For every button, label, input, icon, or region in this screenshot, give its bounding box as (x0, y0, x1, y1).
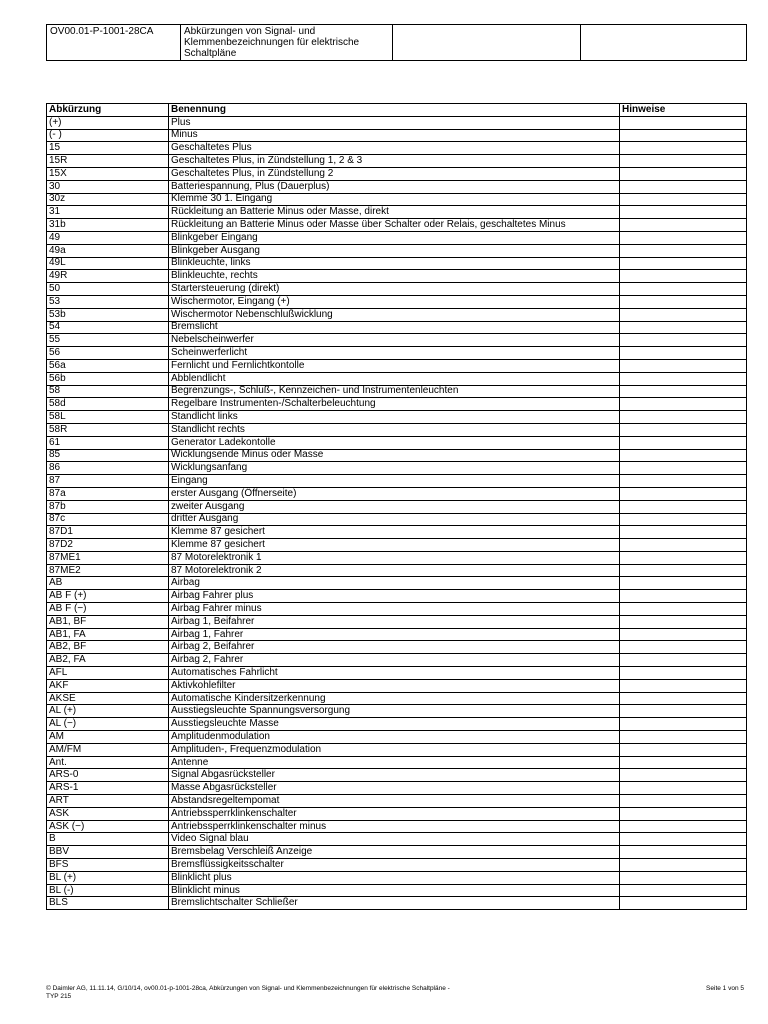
cell-designation: Generator Ladekontolle (169, 436, 620, 449)
cell-abbreviation: ART (47, 795, 169, 808)
table-row (47, 833, 747, 846)
cell-notes (620, 667, 747, 680)
table-row (47, 590, 747, 603)
cell-designation: Fernlicht und Fernlichtkontolle (169, 359, 620, 372)
cell-abbreviation: AB2, BF (47, 641, 169, 654)
cell-designation: 87 Motorelektronik 2 (169, 564, 620, 577)
cell-notes (620, 385, 747, 398)
cell-notes (620, 270, 747, 283)
cell-designation: Video Signal blau (169, 833, 620, 846)
cell-designation: Automatisches Fahrlicht (169, 667, 620, 680)
table-row (47, 372, 747, 385)
cell-notes (620, 846, 747, 859)
cell-notes (620, 449, 747, 462)
cell-abbreviation: AKF (47, 679, 169, 692)
cell-designation: Geschaltetes Plus, in Zündstellung 2 (169, 167, 620, 180)
cell-abbreviation: 87 (47, 475, 169, 488)
cell-abbreviation: AL (−) (47, 718, 169, 731)
cell-designation: Masse Abgasrücksteller (169, 782, 620, 795)
cell-designation: Ausstiegsleuchte Spannungsversorgung (169, 705, 620, 718)
cell-abbreviation: Ant. (47, 756, 169, 769)
cell-notes (620, 731, 747, 744)
cell-designation: Wicklungsende Minus oder Masse (169, 449, 620, 462)
cell-abbreviation: 85 (47, 449, 169, 462)
cell-abbreviation: 49a (47, 244, 169, 257)
cell-designation: Signal Abgasrücksteller (169, 769, 620, 782)
table-header-row (47, 104, 747, 117)
cell-abbreviation: BL (-) (47, 884, 169, 897)
cell-abbreviation: 87D1 (47, 526, 169, 539)
cell-notes (620, 116, 747, 129)
cell-abbreviation: ARS-0 (47, 769, 169, 782)
cell-abbreviation: ARS-1 (47, 782, 169, 795)
cell-designation: Begrenzungs-, Schluß-, Kennzeichen- und Instrumentenleuchten (169, 385, 620, 398)
cell-notes (620, 807, 747, 820)
cell-designation: Nebelscheinwerfer (169, 334, 620, 347)
table-row (47, 846, 747, 859)
table-row (47, 475, 747, 488)
cell-notes (620, 756, 747, 769)
cell-abbreviation: AB F (−) (47, 603, 169, 616)
cell-designation: Klemme 87 gesichert (169, 526, 620, 539)
cell-designation: Amplituden-, Frequenzmodulation (169, 743, 620, 756)
cell-notes (620, 244, 747, 257)
cell-abbreviation: 50 (47, 283, 169, 296)
table-body (47, 116, 747, 909)
cell-abbreviation: 61 (47, 436, 169, 449)
cell-abbreviation: 31 (47, 206, 169, 219)
cell-designation: Antriebssperrklinkenschalter minus (169, 820, 620, 833)
table-row (47, 526, 747, 539)
cell-notes (620, 769, 747, 782)
cell-notes (620, 487, 747, 500)
header-cell-4 (581, 25, 747, 61)
table-row (47, 449, 747, 462)
table-row (47, 654, 747, 667)
cell-abbreviation: AKSE (47, 692, 169, 705)
cell-notes (620, 654, 747, 667)
table-row (47, 219, 747, 232)
table-row (47, 871, 747, 884)
cell-designation: Wicklungsanfang (169, 462, 620, 475)
cell-notes (620, 526, 747, 539)
cell-designation: Airbag 1, Beifahrer (169, 615, 620, 628)
cell-abbreviation: B (47, 833, 169, 846)
cell-abbreviation: 58 (47, 385, 169, 398)
cell-notes (620, 231, 747, 244)
cell-notes (620, 398, 747, 411)
cell-designation: Bremsbelag Verschleiß Anzeige (169, 846, 620, 859)
footer-line-1: © Daimler AG, 11.11.14, G/10/14, ov00.01-p-1001-28ca, Abkürzungen von Signal- und Klemmenbezeichnungen für elektrische Schaltpläne - (46, 985, 450, 992)
cell-notes (620, 564, 747, 577)
table-row (47, 155, 747, 168)
cell-abbreviation: ASK (47, 807, 169, 820)
cell-abbreviation: 55 (47, 334, 169, 347)
cell-designation: zweiter Ausgang (169, 500, 620, 513)
cell-abbreviation: AB2, FA (47, 654, 169, 667)
cell-abbreviation: AB (47, 577, 169, 590)
cell-notes (620, 871, 747, 884)
cell-abbreviation: 49 (47, 231, 169, 244)
cell-abbreviation: 56a (47, 359, 169, 372)
table-row (47, 206, 747, 219)
cell-notes (620, 219, 747, 232)
abbreviation-table (46, 103, 747, 910)
cell-notes (620, 513, 747, 526)
cell-notes (620, 897, 747, 910)
cell-notes (620, 679, 747, 692)
cell-notes (620, 590, 747, 603)
cell-designation: Rückleitung an Batterie Minus oder Masse über Schalter oder Relais, geschaltetes Minus (169, 219, 620, 232)
cell-notes (620, 551, 747, 564)
table-row (47, 257, 747, 270)
cell-notes (620, 603, 747, 616)
table-row (47, 897, 747, 910)
cell-abbreviation: (- ) (47, 129, 169, 142)
cell-abbreviation: 15X (47, 167, 169, 180)
cell-abbreviation: AL (+) (47, 705, 169, 718)
cell-designation: Amplitudenmodulation (169, 731, 620, 744)
table-row (47, 743, 747, 756)
cell-notes (620, 795, 747, 808)
cell-abbreviation: AM (47, 731, 169, 744)
table-row (47, 782, 747, 795)
table-row (47, 193, 747, 206)
cell-designation: Ausstiegsleuchte Masse (169, 718, 620, 731)
cell-abbreviation: AB1, BF (47, 615, 169, 628)
cell-abbreviation: 53 (47, 295, 169, 308)
cell-designation: Antriebssperrklinkenschalter (169, 807, 620, 820)
cell-notes (620, 833, 747, 846)
table-row (47, 129, 747, 142)
document-header (46, 24, 747, 61)
table-row (47, 564, 747, 577)
cell-abbreviation: 15R (47, 155, 169, 168)
cell-notes (620, 705, 747, 718)
table-row (47, 385, 747, 398)
cell-abbreviation: 86 (47, 462, 169, 475)
document-title: Abkürzungen von Signal- und Klemmenbezeichnungen für elektrische Schaltpläne (181, 25, 393, 61)
cell-notes (620, 692, 747, 705)
table-row (47, 603, 747, 616)
cell-notes (620, 334, 747, 347)
cell-designation: Bremsflüssigkeitsschalter (169, 859, 620, 872)
cell-notes (620, 347, 747, 360)
cell-designation: Klemme 30 1. Eingang (169, 193, 620, 206)
cell-designation: Scheinwerferlicht (169, 347, 620, 360)
cell-notes (620, 743, 747, 756)
cell-abbreviation: BBV (47, 846, 169, 859)
table-row (47, 756, 747, 769)
cell-abbreviation: BFS (47, 859, 169, 872)
table-row (47, 244, 747, 257)
table-row (47, 615, 747, 628)
table-row (47, 295, 747, 308)
cell-designation: Rückleitung an Batterie Minus oder Masse, direkt (169, 206, 620, 219)
cell-notes (620, 641, 747, 654)
table-row (47, 283, 747, 296)
cell-abbreviation: 87ME2 (47, 564, 169, 577)
table-row (47, 423, 747, 436)
cell-abbreviation: 15 (47, 142, 169, 155)
cell-notes (620, 193, 747, 206)
cell-notes (620, 308, 747, 321)
cell-notes (620, 628, 747, 641)
cell-designation: Wischermotor, Eingang (+) (169, 295, 620, 308)
cell-abbreviation: AB F (+) (47, 590, 169, 603)
column-header-abbreviation: Abkürzung (47, 104, 169, 117)
table-row (47, 859, 747, 872)
table-row (47, 270, 747, 283)
table-row (47, 308, 747, 321)
cell-notes (620, 500, 747, 513)
cell-notes (620, 615, 747, 628)
cell-notes (620, 859, 747, 872)
table-row (47, 807, 747, 820)
cell-abbreviation: ASK (−) (47, 820, 169, 833)
page-number: Seite 1 von 5 (706, 985, 744, 992)
cell-abbreviation: BLS (47, 897, 169, 910)
cell-notes (620, 539, 747, 552)
table-row (47, 628, 747, 641)
footer-line-2: TYP 215 (46, 993, 72, 1000)
cell-designation: Automatische Kindersitzerkennung (169, 692, 620, 705)
cell-notes (620, 372, 747, 385)
cell-designation: Blinkgeber Eingang (169, 231, 620, 244)
table-row (47, 436, 747, 449)
cell-abbreviation: 54 (47, 321, 169, 334)
cell-abbreviation: 56b (47, 372, 169, 385)
table-row (47, 731, 747, 744)
cell-notes (620, 782, 747, 795)
cell-designation: Airbag (169, 577, 620, 590)
cell-notes (620, 129, 747, 142)
cell-designation: Airbag 1, Fahrer (169, 628, 620, 641)
cell-designation: Regelbare Instrumenten-/Schalterbeleuchtung (169, 398, 620, 411)
table-row (47, 359, 747, 372)
cell-designation: Blinklicht plus (169, 871, 620, 884)
cell-designation: Airbag Fahrer minus (169, 603, 620, 616)
cell-notes (620, 462, 747, 475)
cell-notes (620, 359, 747, 372)
cell-abbreviation: 30 (47, 180, 169, 193)
cell-designation: Aktivkohlefilter (169, 679, 620, 692)
column-header-designation: Benennung (169, 104, 620, 117)
cell-abbreviation: 87ME1 (47, 551, 169, 564)
column-header-notes: Hinweise (620, 104, 747, 117)
table-row (47, 795, 747, 808)
cell-designation: Abblendlicht (169, 372, 620, 385)
cell-designation: Airbag 2, Beifahrer (169, 641, 620, 654)
cell-abbreviation: 49L (47, 257, 169, 270)
table-row (47, 231, 747, 244)
cell-designation: Eingang (169, 475, 620, 488)
table-row (47, 539, 747, 552)
cell-designation: Airbag 2, Fahrer (169, 654, 620, 667)
cell-abbreviation: 87a (47, 487, 169, 500)
cell-abbreviation: 58L (47, 411, 169, 424)
table-row (47, 116, 747, 129)
cell-designation: Airbag Fahrer plus (169, 590, 620, 603)
cell-notes (620, 820, 747, 833)
table-row (47, 551, 747, 564)
cell-designation: Wischermotor Nebenschlußwicklung (169, 308, 620, 321)
cell-notes (620, 423, 747, 436)
table-row (47, 884, 747, 897)
cell-notes (620, 411, 747, 424)
table-row (47, 679, 747, 692)
cell-abbreviation: 58d (47, 398, 169, 411)
table-row (47, 769, 747, 782)
document-id: OV00.01-P-1001-28CA (47, 25, 181, 61)
table-row (47, 398, 747, 411)
footer-copyright (46, 985, 450, 1001)
cell-abbreviation: 49R (47, 270, 169, 283)
cell-notes (620, 257, 747, 270)
cell-designation: Geschaltetes Plus, in Zündstellung 1, 2 & 3 (169, 155, 620, 168)
cell-notes (620, 475, 747, 488)
cell-abbreviation: BL (+) (47, 871, 169, 884)
header-cell-3 (393, 25, 581, 61)
cell-designation: Klemme 87 gesichert (169, 539, 620, 552)
cell-designation: 87 Motorelektronik 1 (169, 551, 620, 564)
table-row (47, 667, 747, 680)
cell-designation: Standlicht rechts (169, 423, 620, 436)
table-row (47, 577, 747, 590)
cell-designation: Standlicht links (169, 411, 620, 424)
table-row (47, 334, 747, 347)
cell-designation: Startersteuerung (direkt) (169, 283, 620, 296)
cell-designation: Antenne (169, 756, 620, 769)
cell-designation: Geschaltetes Plus (169, 142, 620, 155)
cell-notes (620, 142, 747, 155)
cell-abbreviation: AB1, FA (47, 628, 169, 641)
cell-notes (620, 436, 747, 449)
table-row (47, 462, 747, 475)
cell-designation: Bremslichtschalter Schließer (169, 897, 620, 910)
table-row (47, 513, 747, 526)
cell-abbreviation: 30z (47, 193, 169, 206)
cell-designation: erster Ausgang (Öffnerseite) (169, 487, 620, 500)
table-row (47, 167, 747, 180)
cell-abbreviation: 53b (47, 308, 169, 321)
table-row (47, 321, 747, 334)
cell-abbreviation: (+) (47, 116, 169, 129)
cell-designation: Blinkleuchte, links (169, 257, 620, 270)
cell-abbreviation: 31b (47, 219, 169, 232)
cell-abbreviation: 87c (47, 513, 169, 526)
cell-notes (620, 884, 747, 897)
table-row (47, 487, 747, 500)
table-row (47, 820, 747, 833)
cell-notes (620, 718, 747, 731)
cell-designation: Blinkgeber Ausgang (169, 244, 620, 257)
cell-abbreviation: AFL (47, 667, 169, 680)
cell-notes (620, 155, 747, 168)
cell-abbreviation: AM/FM (47, 743, 169, 756)
cell-notes (620, 295, 747, 308)
cell-notes (620, 167, 747, 180)
cell-notes (620, 283, 747, 296)
cell-notes (620, 321, 747, 334)
cell-abbreviation: 58R (47, 423, 169, 436)
table-row (47, 692, 747, 705)
table-row (47, 500, 747, 513)
table-row (47, 411, 747, 424)
cell-notes (620, 206, 747, 219)
cell-designation: Blinklicht minus (169, 884, 620, 897)
cell-notes (620, 577, 747, 590)
cell-designation: Plus (169, 116, 620, 129)
cell-notes (620, 180, 747, 193)
cell-designation: Blinkleuchte, rechts (169, 270, 620, 283)
cell-abbreviation: 56 (47, 347, 169, 360)
table-row (47, 180, 747, 193)
table-row (47, 718, 747, 731)
cell-designation: Batteriespannung, Plus (Dauerplus) (169, 180, 620, 193)
table-row (47, 705, 747, 718)
cell-designation: Abstandsregeltempomat (169, 795, 620, 808)
table-row (47, 347, 747, 360)
cell-abbreviation: 87D2 (47, 539, 169, 552)
table-row (47, 142, 747, 155)
cell-designation: dritter Ausgang (169, 513, 620, 526)
cell-abbreviation: 87b (47, 500, 169, 513)
cell-designation: Bremslicht (169, 321, 620, 334)
table-row (47, 641, 747, 654)
cell-designation: Minus (169, 129, 620, 142)
